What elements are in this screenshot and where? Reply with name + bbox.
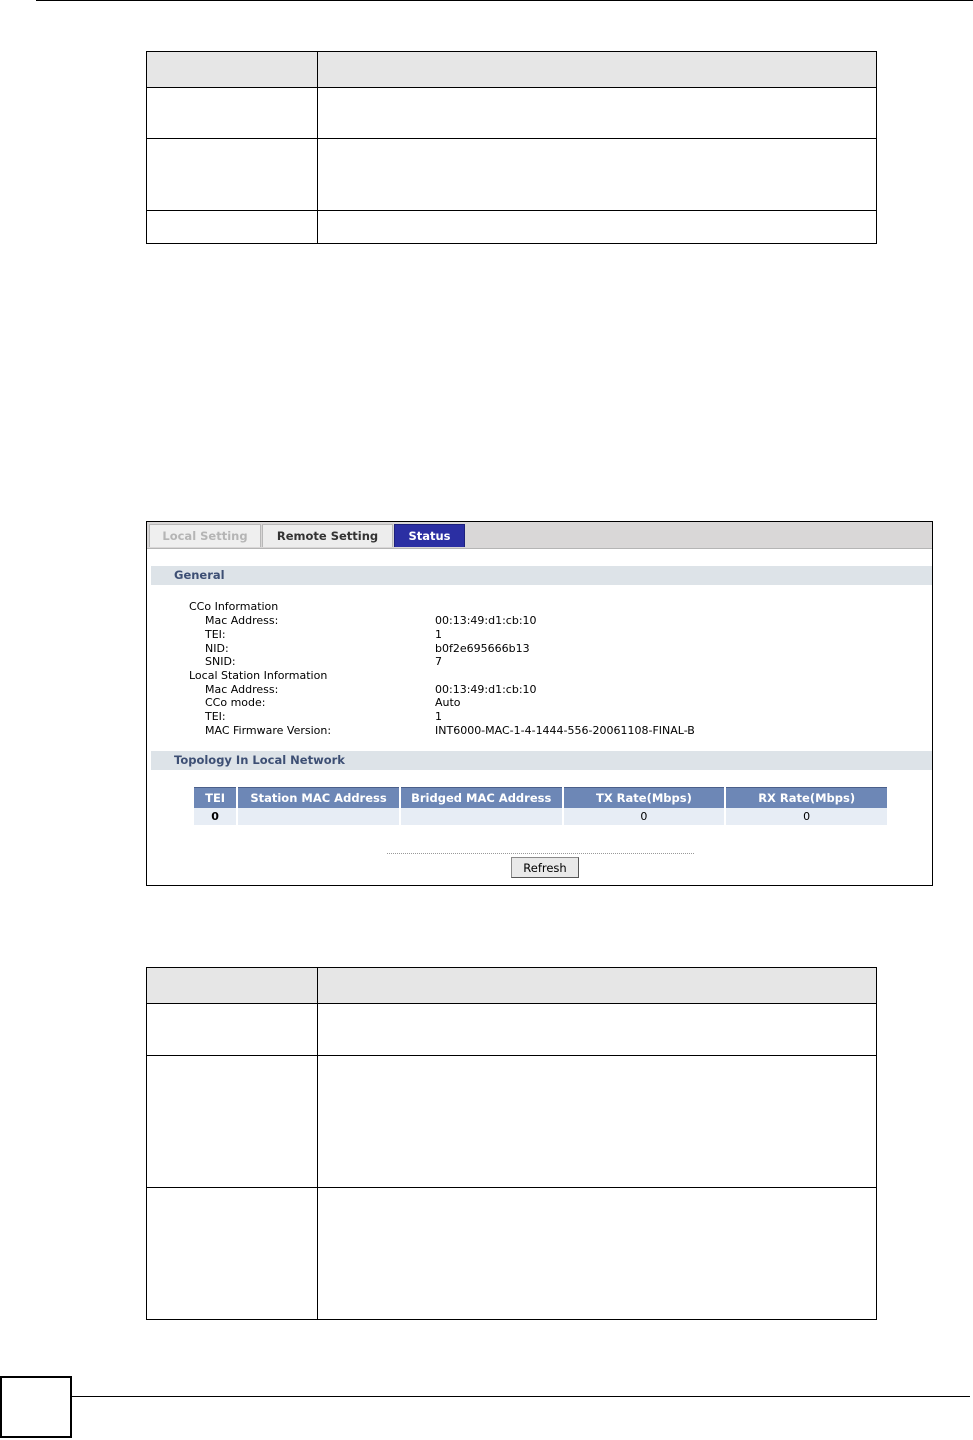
tab-status[interactable]: Status	[394, 524, 465, 547]
footer-rule	[72, 1396, 970, 1397]
col-header-bridged-mac: Bridged MAC Address	[401, 787, 562, 808]
local-tei-label: TEI:	[205, 710, 226, 723]
cell-station-mac	[238, 808, 399, 825]
table-row	[147, 139, 877, 211]
table-header-row	[147, 52, 877, 88]
doc-table-upper	[146, 51, 877, 244]
cco-mac-value: 00:13:49:d1:cb:10	[435, 614, 537, 627]
tab-local-setting[interactable]: Local Setting	[149, 524, 261, 547]
table-row	[147, 1188, 877, 1320]
page-number-box	[0, 1376, 72, 1438]
status-screen-panel	[146, 521, 933, 886]
cco-info-heading: CCo Information	[189, 600, 279, 613]
col-header-station-mac: Station MAC Address	[238, 787, 399, 808]
table-row	[147, 1056, 877, 1188]
col-header-tei: TEI	[194, 787, 236, 808]
cco-mac-label: Mac Address:	[205, 614, 279, 627]
cco-tei-value: 1	[435, 628, 442, 641]
local-mac-label: Mac Address:	[205, 683, 279, 696]
cco-tei-label: TEI:	[205, 628, 226, 641]
table-row	[147, 88, 877, 139]
tab-bar	[147, 522, 932, 549]
cell-tei: 0	[194, 808, 236, 825]
cco-snid-label: SNID:	[205, 655, 236, 668]
col-header-tx-rate: TX Rate(Mbps)	[564, 787, 725, 808]
cell-bridged-mac	[401, 808, 562, 825]
local-station-heading: Local Station Information	[189, 669, 328, 682]
local-mac-value: 00:13:49:d1:cb:10	[435, 683, 537, 696]
divider	[387, 853, 694, 854]
cco-snid-value: 7	[435, 655, 442, 668]
topology-section-heading: Topology In Local Network	[151, 751, 932, 770]
cco-nid-label: NID:	[205, 642, 229, 655]
table-header-row	[147, 968, 877, 1004]
tab-remote-setting[interactable]: Remote Setting	[262, 524, 393, 547]
header-rule	[36, 0, 973, 1]
cell-rx-rate: 0	[726, 808, 887, 825]
cell-tx-rate: 0	[564, 808, 725, 825]
general-section-heading: General	[151, 566, 932, 585]
firmware-version-value: INT6000-MAC-1-4-1444-556-20061108-FINAL-B	[435, 724, 695, 737]
local-cco-mode-label: CCo mode:	[205, 696, 266, 709]
refresh-button[interactable]: Refresh	[511, 857, 579, 878]
local-tei-value: 1	[435, 710, 442, 723]
table-row	[147, 1004, 877, 1056]
firmware-version-label: MAC Firmware Version:	[205, 724, 332, 737]
doc-table-lower	[146, 967, 877, 1320]
cco-nid-value: b0f2e695666b13	[435, 642, 530, 655]
topology-header-row	[194, 787, 887, 808]
table-row	[194, 808, 887, 825]
col-header-rx-rate: RX Rate(Mbps)	[726, 787, 887, 808]
table-row	[147, 211, 877, 244]
local-cco-mode-value: Auto	[435, 696, 461, 709]
topology-table	[192, 787, 889, 825]
